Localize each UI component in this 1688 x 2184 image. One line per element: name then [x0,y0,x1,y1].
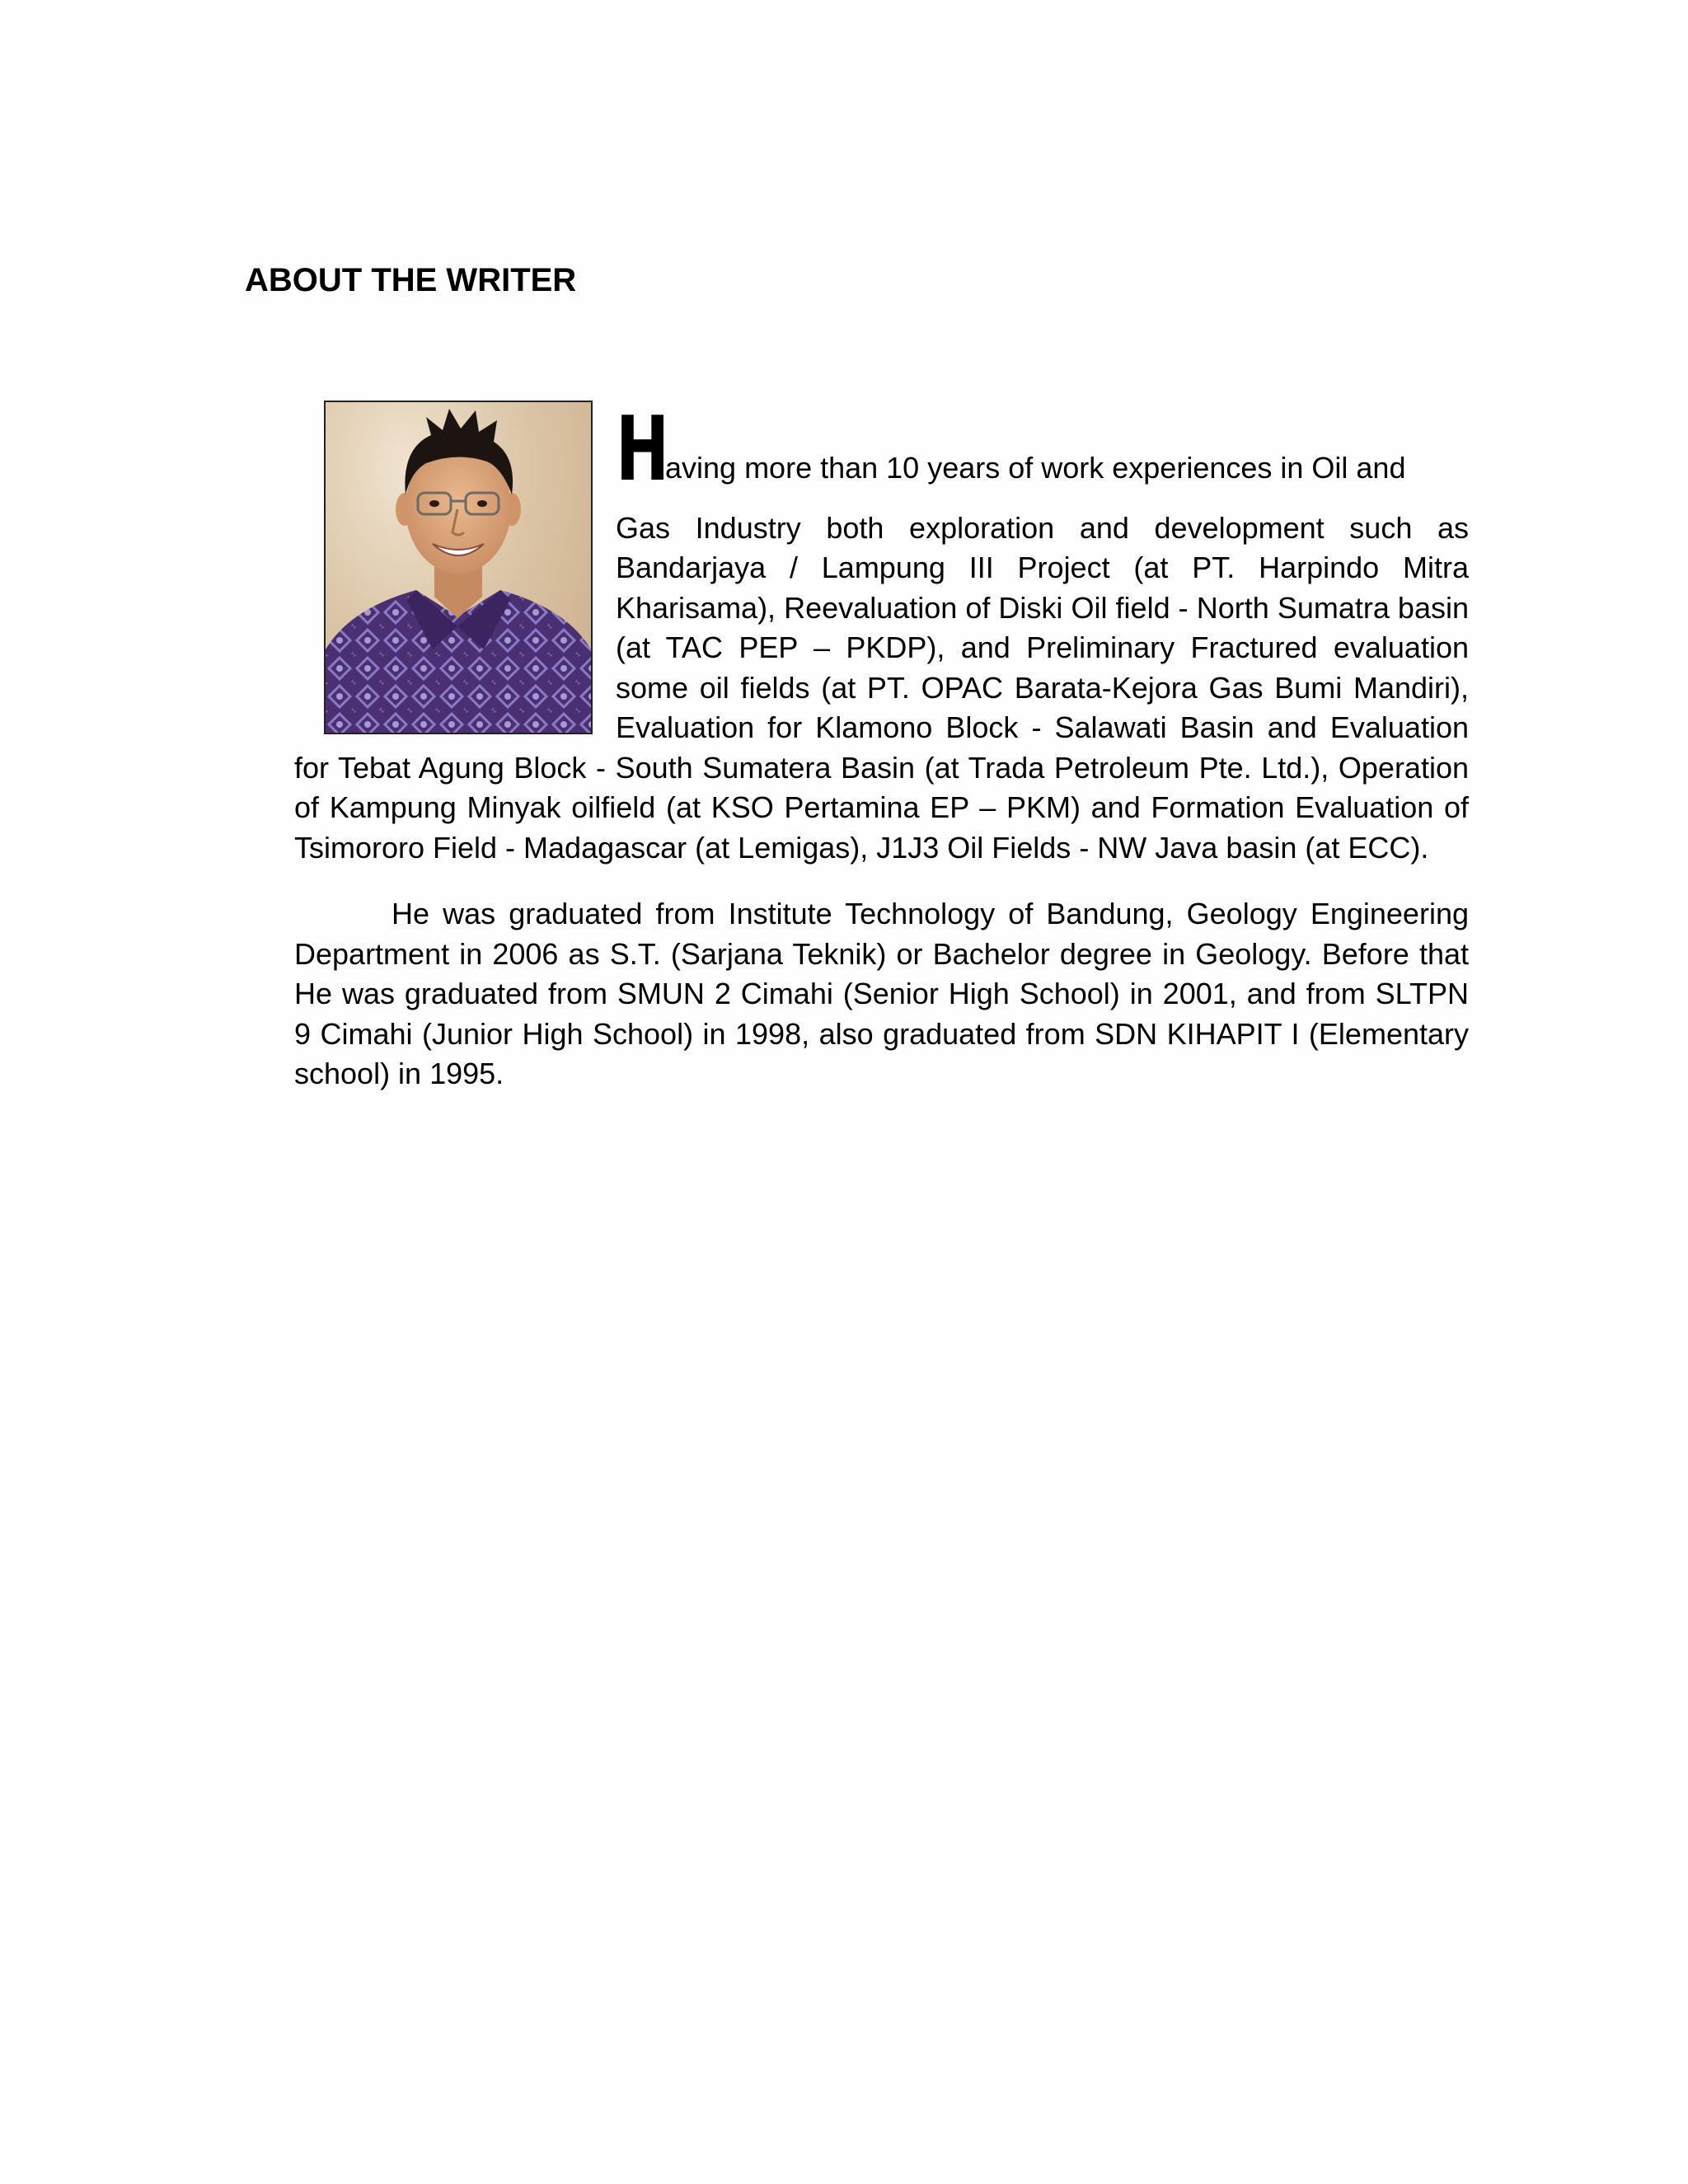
drop-cap: H [616,398,670,501]
section-heading: ABOUT THE WRITER [245,262,577,298]
author-photo [324,401,593,734]
bio-paragraph-education: He was graduated from Institute Technology of Bandung, Geology Engineering Department in 2006 as S.T. (Sarjana Teknik) or Bachelor degree in Geology. Before that He was graduated from SMUN 2 Cimahi (Senior High School) in 2001, and from SLTPN 9 Cimahi (Junior High School) in 1998, also graduated from SDN KIHAPIT I (Elementary school) in 1995. [294,897,1469,1090]
bio-section [294,399,1469,1094]
bio-first-line: aving more than 10 years of work experiences in Oil and [665,451,1406,485]
bio-paragraph-experience-text: Gas Industry both exploration and development such as Bandarjaya / Lampung III Project (at PT. Harpindo Mitra Kharisama), Reevaluation of Diski Oil field - North Sumatra basin (at TAC PEP – PKDP), and Preliminary Fractured evaluation some oil fields (at PT. OPAC Barata-Kejora Gas Bumi Mandiri), Evaluation for Klamono Block - Salawati Basin and Evaluation for Tebat Agung Block - South Sumatera Basin (at Trada Petroleum Pte. Ltd.), Operation of Kampung Minyak oilfield (at KSO Pertamina EP – PKM) and Formation Evaluation of Tsimororo Field - Madagascar (at Lemigas), J1J3 Oil Fields - NW Java basin (at ECC). [294,510,1469,865]
